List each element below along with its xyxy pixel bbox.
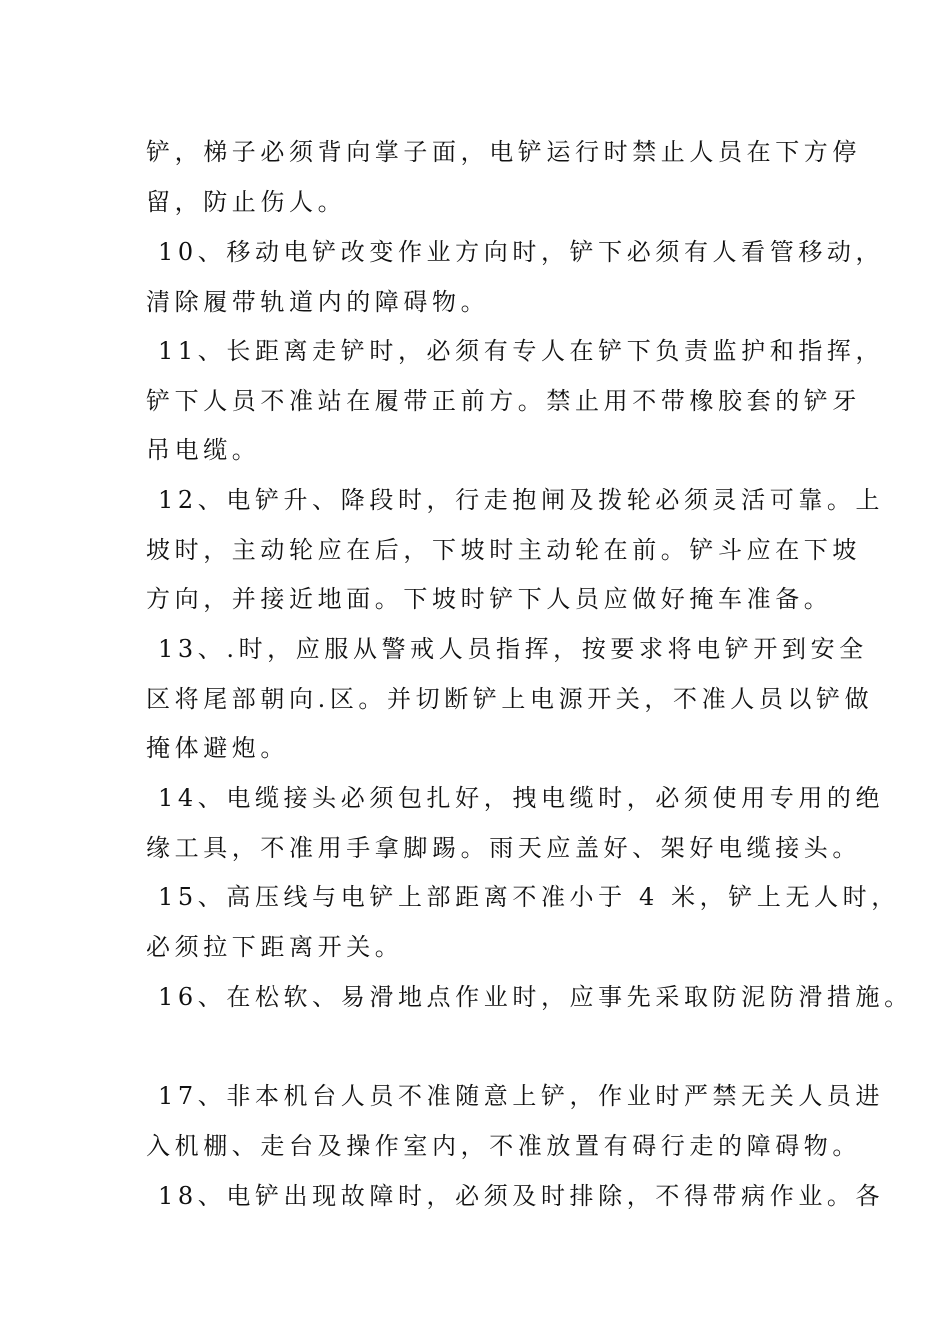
text-line: 坡时，主动轮应在后，下坡时主动轮在前。铲斗应在下坡 xyxy=(146,536,861,564)
text-line: 10、移动电铲改变作业方向时，铲下必须有人看管移动， xyxy=(158,238,885,266)
text-line: 掩体避炮。 xyxy=(146,734,289,762)
text-line: 13、.时，应服从警戒人员指挥，按要求将电铲开到安全 xyxy=(158,635,868,663)
text-line: 区将尾部朝向.区。并切断铲上电源开关，不准人员以铲做 xyxy=(146,685,874,713)
text-line: 15、高压线与电铲上部距离不准小于 4 米，铲上无人时， xyxy=(158,883,900,911)
text-line: 吊电缆。 xyxy=(146,436,261,464)
text-line: 必须拉下距离开关。 xyxy=(146,933,404,961)
text-line: 16、在松软、易滑地点作业时，应事先采取防泥防滑措施。 xyxy=(158,983,913,1011)
text-line: 18、电铲出现故障时，必须及时排除，不得带病作业。各 xyxy=(158,1182,885,1210)
text-line: 留，防止伤人。 xyxy=(146,188,347,216)
text-line: 缘工具，不准用手拿脚踢。雨天应盖好、架好电缆接头。 xyxy=(146,834,861,862)
text-line: 清除履带轨道内的障碍物。 xyxy=(146,288,490,316)
text-line: 铲，梯子必须背向掌子面，电铲运行时禁止人员在下方停 xyxy=(146,138,861,166)
text-line: 11、长距离走铲时，必须有专人在铲下负责监护和指挥， xyxy=(158,337,885,365)
text-line: 14、电缆接头必须包扎好，拽电缆时，必须使用专用的绝 xyxy=(158,784,885,812)
text-line: 12、电铲升、降段时，行走抱闸及拨轮必须灵活可靠。上 xyxy=(158,486,885,514)
text-line: 铲下人员不准站在履带正前方。禁止用不带橡胶套的铲牙 xyxy=(146,387,861,415)
text-line: 入机棚、走台及操作室内，不准放置有碍行走的障碍物。 xyxy=(146,1132,861,1160)
text-line: 17、非本机台人员不准随意上铲，作业时严禁无关人员进 xyxy=(158,1082,885,1110)
text-line: 方向，并接近地面。下坡时铲下人员应做好掩车准备。 xyxy=(146,585,833,613)
